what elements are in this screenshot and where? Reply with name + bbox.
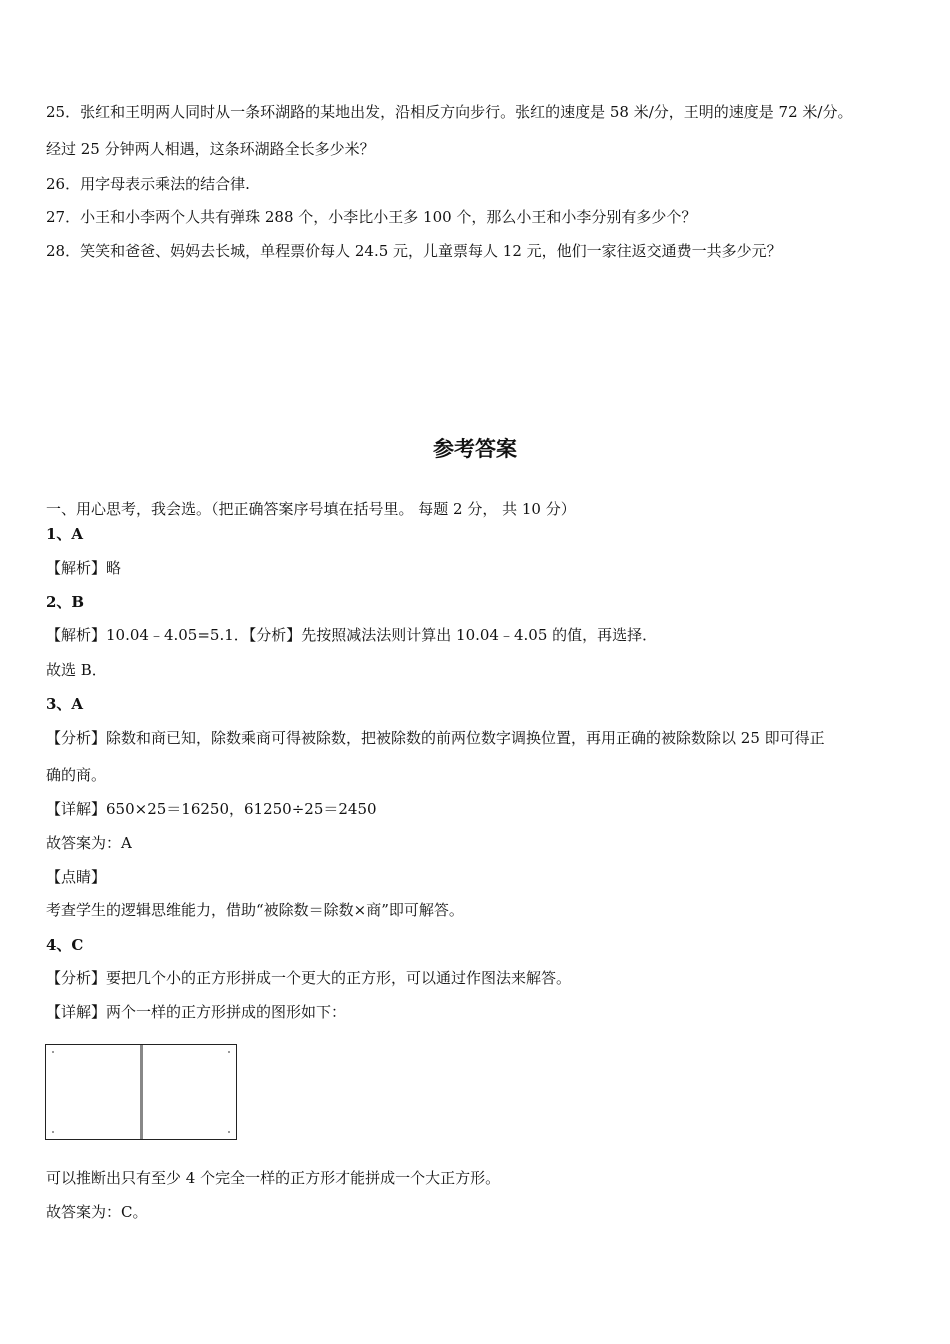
answer-2-conclusion: 故选 B． [46, 661, 107, 679]
corner-mark [228, 1051, 230, 1053]
answer-3-detail: 【详解】650×25＝16250，61250÷25＝2450 [46, 800, 377, 818]
answer-4-detail: 【详解】两个一样的正方形拼成的图形如下： [46, 1003, 347, 1021]
answer-4: 4、C [46, 936, 84, 954]
answer-2: 2、B [46, 593, 85, 611]
corner-mark [228, 1131, 230, 1133]
answer-3-conclusion: 故答案为：A [46, 834, 132, 852]
square-divider [140, 1045, 143, 1139]
corner-mark [52, 1051, 54, 1053]
answer-4-analysis: 【分析】要把几个小的正方形拼成一个更大的正方形，可以通过作图法来解答。 [46, 969, 572, 987]
answer-3-tip: 考查学生的逻辑思维能力，借助“被除数＝除数×商”即可解答。 [46, 901, 464, 919]
answer-1: 1、A [46, 525, 84, 543]
question-25-line-2: 经过 25 分钟两人相遇，这条环湖路全长多少米？ [46, 140, 375, 158]
question-25-line-1: 25．张红和王明两人同时从一条环湖路的某地出发，沿相反方向步行。张红的速度是 58 米/分，王明的速度是 72 米/分。 [46, 103, 853, 121]
answer-3-analysis-line-2: 确的商。 [46, 766, 107, 784]
answers-title: 参考答案 [433, 436, 517, 461]
answer-4-conclusion: 故答案为：C。 [46, 1203, 148, 1221]
question-26: 26．用字母表示乘法的结合律. [46, 175, 250, 193]
answer-4-inference: 可以推断出只有至少 4 个完全一样的正方形才能拼成一个大正方形。 [46, 1169, 501, 1187]
two-squares-figure [45, 1044, 237, 1140]
answers-section-heading: 一、用心思考，我会选。（把正确答案序号填在括号里。 每题 2 分， 共 10 分） [46, 500, 576, 518]
answer-2-analysis: 【解析】10.04﹣4.05=5.1．【分析】先按照减法法则计算出 10.04﹣4.05 的值，再选择． [46, 626, 658, 644]
corner-mark [52, 1131, 54, 1133]
question-28: 28．笑笑和爸爸、妈妈去长城，单程票价每人 24.5 元，儿童票每人 12 元，他们一家往返交通费一共多少元？ [46, 242, 782, 260]
answer-3: 3、A [46, 695, 84, 713]
answer-1-analysis: 【解析】略 [46, 559, 122, 577]
answer-3-tip-heading: 【点睛】 [46, 868, 107, 886]
answer-3-analysis-line-1: 【分析】除数和商已知，除数乘商可得被除数，把被除数的前两位数字调换位置，再用正确的被除数除以 25 即可得正 [46, 729, 825, 747]
question-27: 27．小王和小李两个人共有弹珠 288 个，小李比小王多 100 个，那么小王和小李分别有多少个？ [46, 208, 697, 226]
